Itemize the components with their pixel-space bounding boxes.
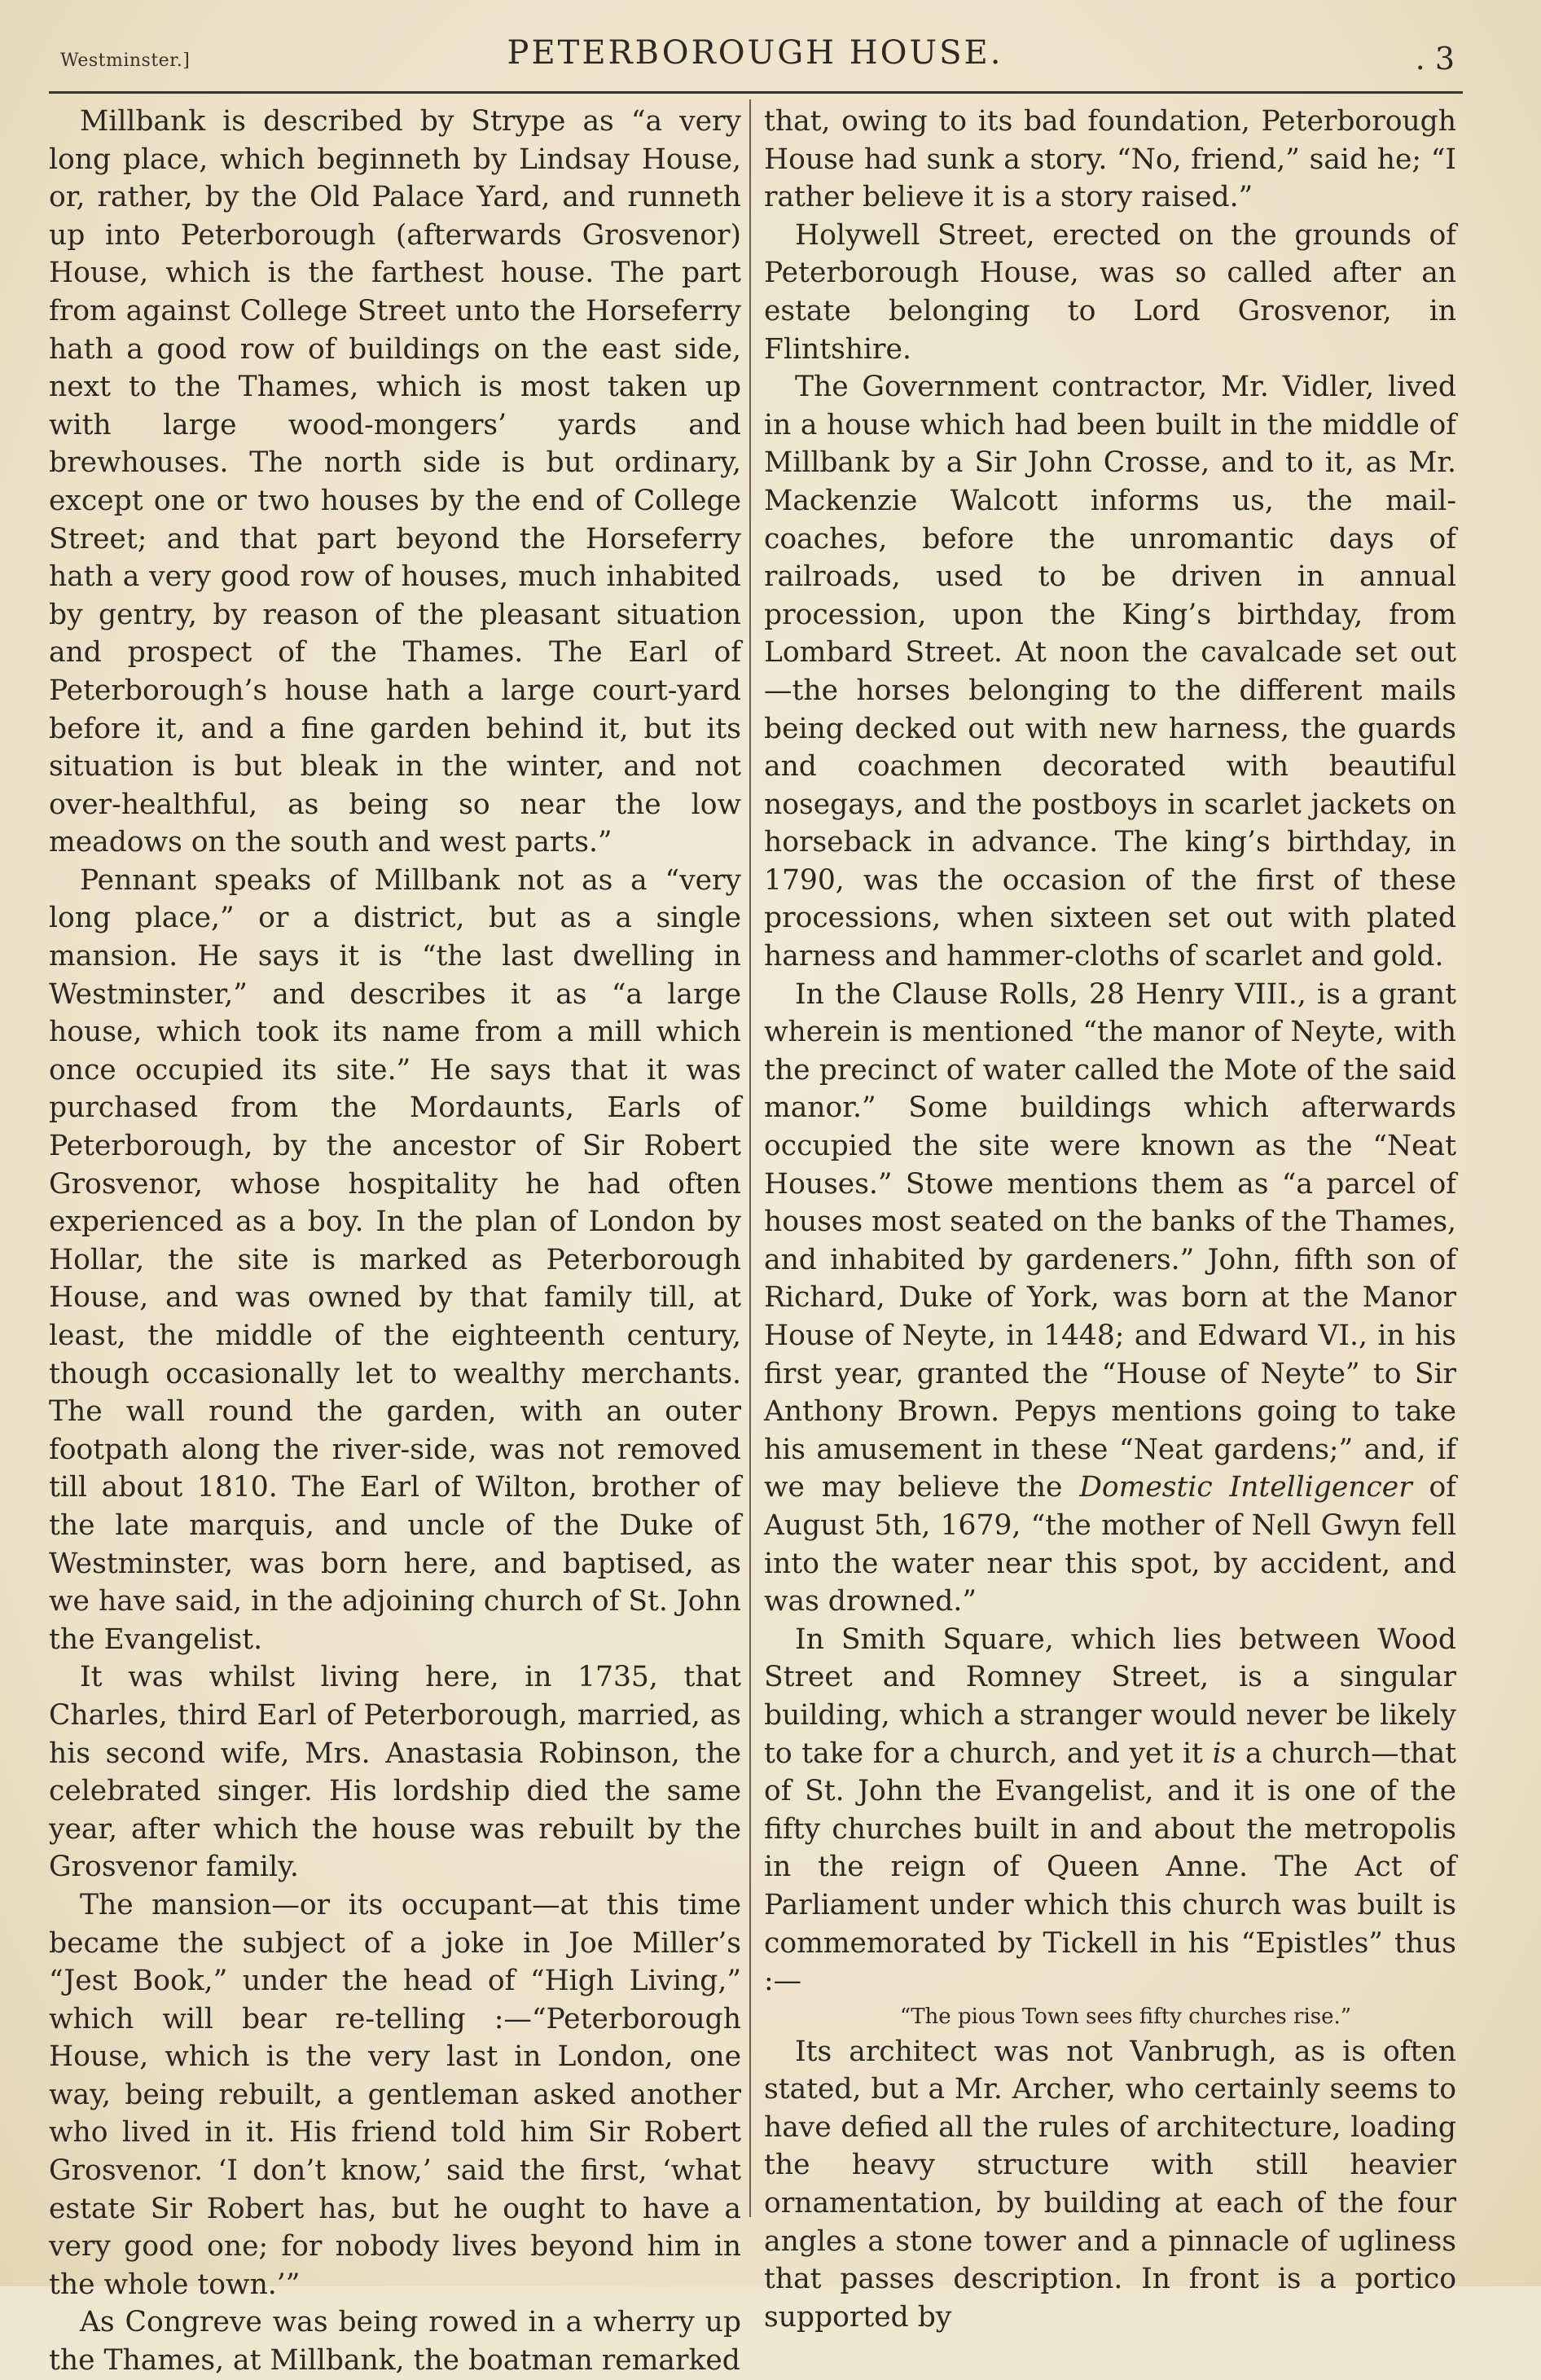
header-rule [49,91,1463,94]
paragraph [764,976,1456,1621]
paragraph: Holywell Street, erected on the grounds of Peterborough House, was so called after an estate belonging to Lord Grosvenor, in Flintshire. [764,218,1456,366]
running-head-section: Westminster.] [60,50,191,71]
text-run: In Smith Square, which lies between Wood Street and Romney Street, is a singular building, which a stranger would never be likely to take for a church, and yet it [764,1623,1456,1770]
verse-quotation: “The pious Town sees fifty churches rise.” [899,2004,1352,2029]
running-head [50,33,1460,81]
paragraph: Millbank is described by Strype as “a very long place, which beginneth by Lindsay House, or, rather, by the Old Palace Yard, and runneth up into Peterborough (afterwards Grosvenor) House, which is the farthest house. The part from against College Street unto the Horseferry hath a good row of buildings on the east side, next to the Thames, which is most taken up with large wood-mongers’ yards and brewhouses. The north side is but ordinary, except one or two houses by the end of College Street; and that part beyond the Horseferry hath a very good row of houses, much inhabited by gentry, by reason of the pleasant situation and prospect of the Thames. The Earl of Peterborough’s house hath a large court-yard before it, and a fine garden behind it, but its situation is but bleak in the winter, and not over-healthful, as being so near the low meadows on the south and west parts.” [49,105,741,859]
paragraph-continued: that, owing to its bad foundation, Peterborough House had sunk a story. “No, friend,” said he; “I rather believe it is a story raised.” [764,105,1456,214]
left-column [49,103,741,2380]
page-title: PETERBOROUGH HOUSE. [507,34,1003,72]
page-number: . 3 [1415,41,1455,77]
paragraph: Pennant speaks of Millbank not as a “very long place,” or a district, but as a single mansion. He says it is “the last dwelling in Westminster,” and describes it as “a large house, which took its name from a mill which once occupied its site.” He says that it was purchased from the Mordaunts, Earls of Peterborough, by the ancestor of Sir Robert Grosvenor, whose hospitality he had often experienced as a boy. In the plan of London by Hollar, the site is marked as Peterborough House, and was owned by that family till, at least, the middle of the eighteenth century, though occasionally let to wealthy merchants. The wall round the garden, with an outer footpath along the river-side, was not removed till about 1810. The Earl of Wilton, brother of the late marquis, and uncle of the Duke of Westminster, was born here, and baptised, as we have said, in the adjoining church of St. John the Evangelist. [49,863,741,1656]
paragraph: Its architect was not Vanbrugh, as is often stated, but a Mr. Archer, who certainly seems to have defied all the rules of architecture, loading the heavy structure with still heavier ornamentation, by building at each of the four angles a stone tower and a pinnacle of ugliness that passes description. In front is a portico supported by [764,2035,1456,2334]
column-divider [749,99,751,2217]
paragraph: It was whilst living here, in 1735, that Charles, third Earl of Peterborough, married, as his second wife, Mrs. Anastasia Robinson, the celebrated singer. His lordship died the same year, after which the house was rebuilt by the Grosvenor family. [49,1661,741,1884]
paragraph: The Government contractor, Mr. Vidler, lived in a house which had been built in the middle of Millbank by a Sir John Crosse, and to it, as Mr. Mackenzie Walcott informs us, the mail-coaches, before the unromantic days of railroads, used to be driven in annual procession, upon the King’s birthday, from Lombard Street. At noon the cavalcade set out—the horses belonging to the different mails being decked out with new harness, the guards and coachmen decorated with beautiful nosegays, and the postboys in scarlet jackets on horseback in advance. The king’s birthday, in 1790, was the occasion of the first of these processions, when sixteen set out with plated harness and hammer-cloths of scarlet and gold. [764,371,1456,973]
right-column [764,103,1456,2336]
paragraph: As Congreve was being rowed in a wherry up the Thames, at Millbank, the boatman remarked [49,2306,741,2378]
text-run: of August 5th, 1679, “the mother of Nell Gwyn fell into the water near this spot, by accident, and was drowned.” [764,1471,1457,1618]
italic-title: Domestic Intelligencer [1079,1471,1412,1504]
paragraph: The mansion—or its occupant—at this time became the subject of a joke in Joe Miller’s “Jest Book,” under the head of “High Living,” which will bear re-telling :—“Peterborough House, which is the very last in London, one way, being rebuilt, a gentleman asked another who lived in it. His friend told him Sir Robert Grosvenor. ‘I don’t know,’ said the first, ‘what estate Sir Robert has, but he ought to have a very good one; for nobody lives beyond him in the whole town.’” [49,1888,741,2301]
text-run: In the Clause Rolls, 28 Henry VIII., is a grant wherein is mentioned “the manor of Neyte, with the precinct of water called the Mote of the said manor.” Some buildings which afterwards occupied the site were known as the “Neat Houses.” Stowe mentions them as “a parcel of houses most seated on the banks of the Thames, and inhabited by gardeners.” John, fifth son of Richard, Duke of York, was born at the Manor House of Neyte, in 1448; and Edward VI., in his first year, granted the “House of Neyte” to Sir Anthony Brown. Pepys mentions going to take his amusement in these “Neat gardens;” and, if we may believe the [764,977,1456,1504]
italic-emphasis: is [1212,1737,1236,1770]
text-run: a church—that of St. John the Evangelist, and it is one of the fifty churches built in and about the metropolis in the reign of Queen Anne. The Act of Parliament under which this church was built is commemorated by Tickell in his “Epistles” thus :— [764,1737,1457,1998]
paragraph [764,1621,1456,2000]
